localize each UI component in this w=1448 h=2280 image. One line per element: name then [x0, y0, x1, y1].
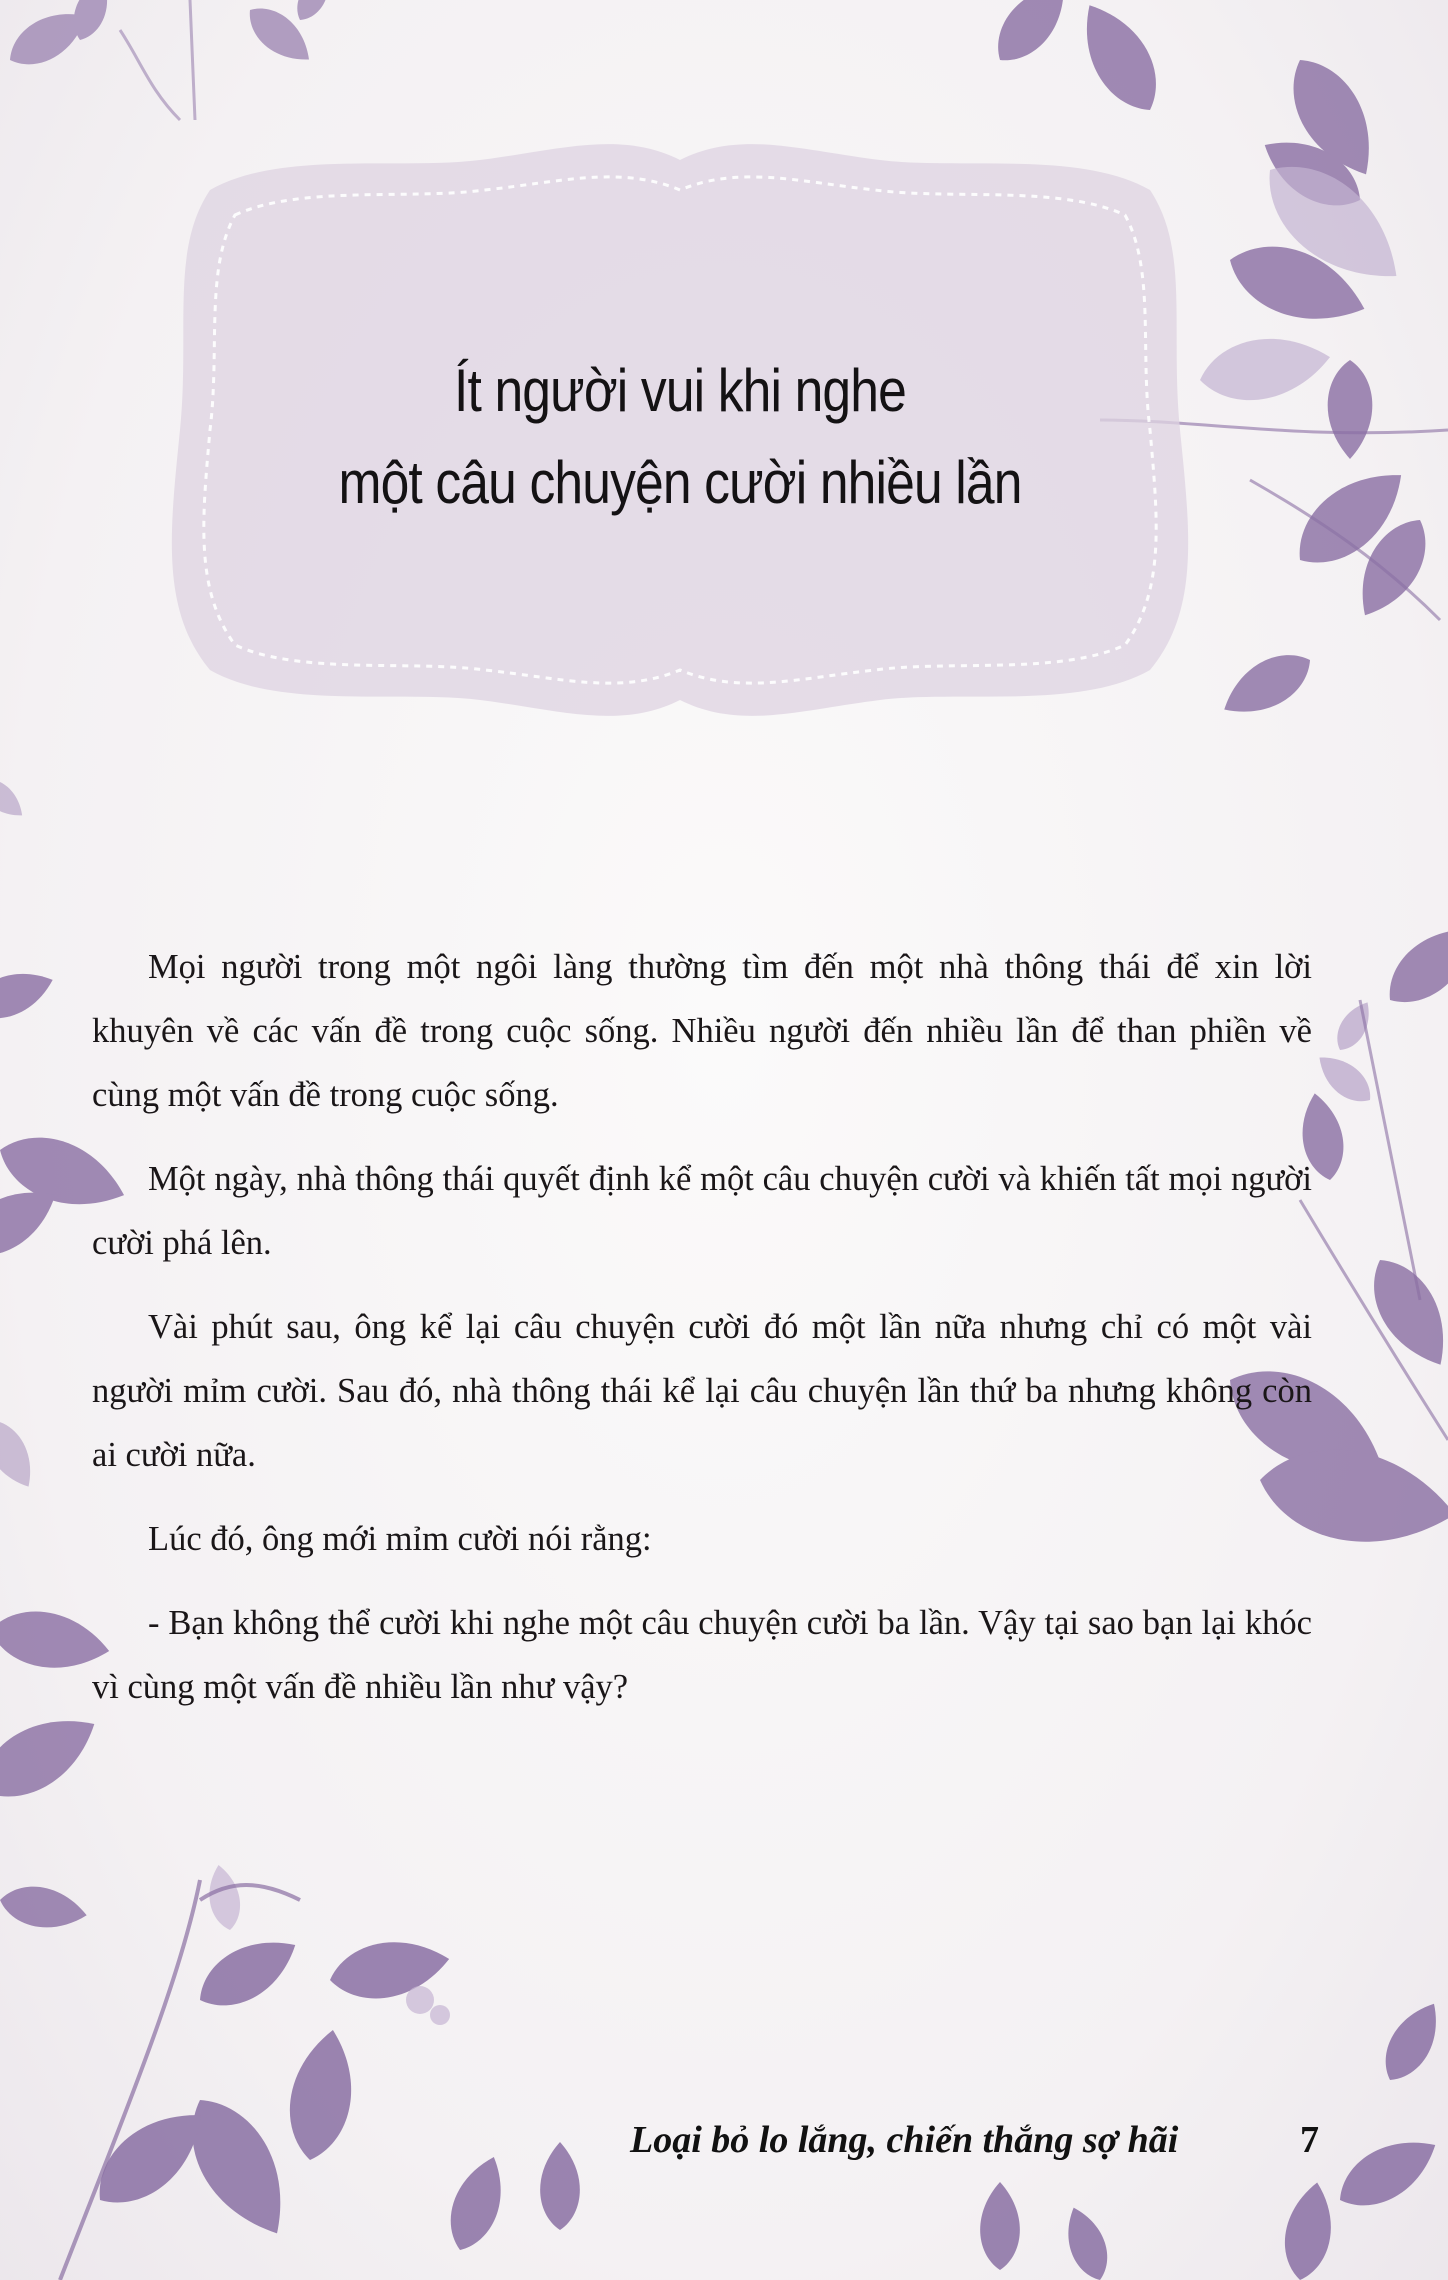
- page-number: 7: [1300, 2119, 1319, 2161]
- paragraph: - Bạn không thể cười khi nghe một câu chuyện cười ba lần. Vậy tại sao bạn lại khóc vì cùng một vấn đề nhiều lần như vậy?: [92, 1604, 1312, 1706]
- paragraph: Một ngày, nhà thông thái quyết định kể một câu chuyện cười và khiến tất mọi người cười phá lên.: [92, 1160, 1312, 1262]
- page-title: [293, 345, 1067, 529]
- running-footer-title: Loại bỏ lo lắng, chiến thắng sợ hãi: [630, 2119, 1179, 2161]
- paragraph: Vài phút sau, ông kể lại câu chuyện cười đó một lần nữa nhưng chỉ có một vài người mỉm cười. Sau đó, nhà thông thái kể lại câu chuyện lần thứ ba nhưng không còn ai cười nữa.: [92, 1308, 1312, 1474]
- paragraph: Lúc đó, ông mới mỉm cười nói rằng:: [148, 1520, 652, 1558]
- title-line-1: Ít người vui khi nghe: [454, 357, 906, 424]
- story-body: [92, 935, 1312, 1739]
- paragraph: Mọi người trong một ngôi làng thường tìm đến một nhà thông thái để xin lời khuyên về các vấn đề trong cuộc sống. Nhiều người đến nhiều lần để than phiền về cùng một vấn đề trong cuộc sống.: [92, 948, 1312, 1114]
- title-line-2: một câu chuyện cười nhiều lần: [338, 449, 1022, 516]
